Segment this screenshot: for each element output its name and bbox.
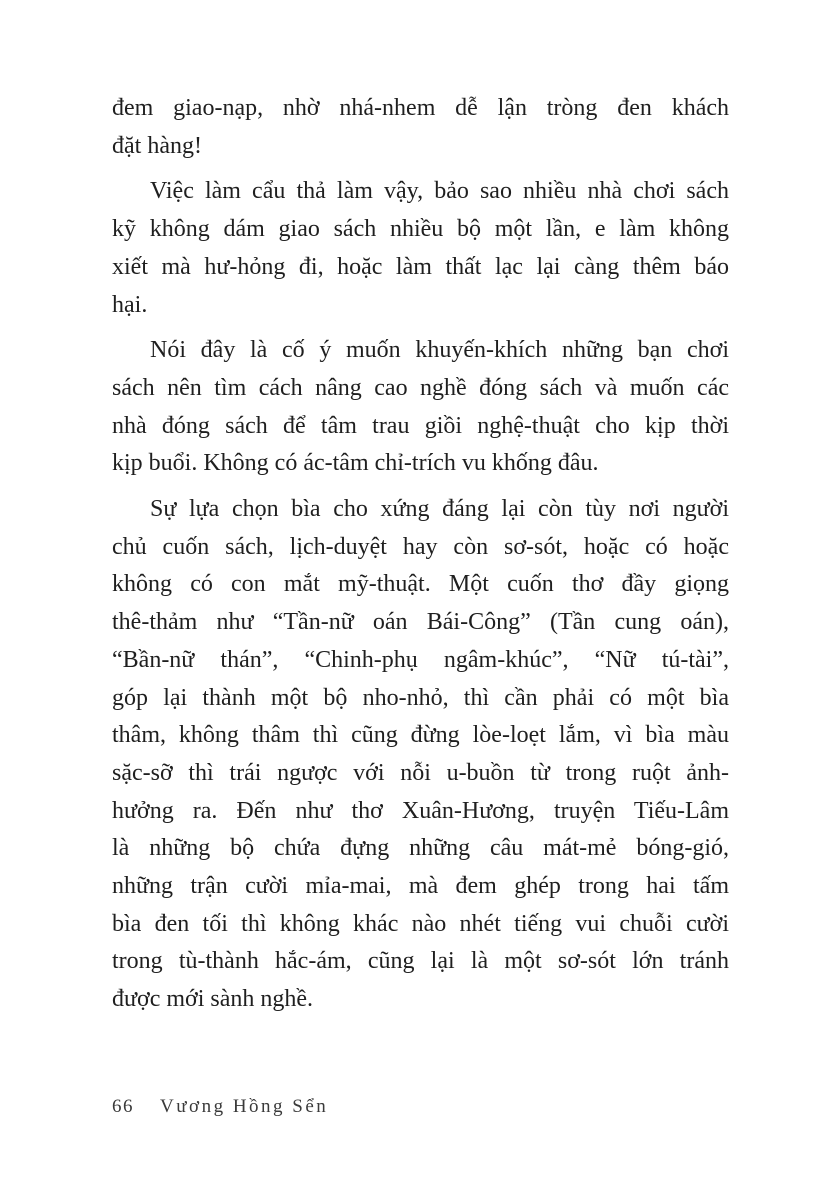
text-line: kỹ không dám giao sách nhiều bộ một lần, e làm không [112,216,729,243]
page-number: 66 [112,1096,134,1117]
text-line: nhà đóng sách để tâm trau giồi nghệ-thuật cho kịp thời [112,412,729,439]
text-line: kịp buổi. Không có ác-tâm chỉ-trích vu khống đâu. [112,450,599,477]
text-line: góp lại thành một bộ nho-nhỏ, thì cần phải có một bìa [112,684,729,711]
page-footer [112,1096,328,1118]
text-line: được mới sành nghề. [112,986,314,1013]
text-line: thâm, không thâm thì cũng đừng lòe-loẹt lắm, vì bìa màu [112,722,729,749]
text-line: đem giao-nạp, nhờ nhá-nhem dễ lận tròng đen khách [112,95,729,121]
text-line: trong tù-thành hắc-ám, cũng lại là một sơ-sót lớn tránh [112,948,729,975]
text-line: xiết mà hư-hỏng đi, hoặc làm thất lạc lại càng thêm báo [112,253,729,280]
paragraph [112,332,729,483]
text-line: thê-thảm như “Tần-nữ oán Bái-Công” (Tần cung oán), [112,609,729,636]
text-line: Việc làm cẩu thả làm vậy, bảo sao nhiều nhà chơi sách [150,178,729,205]
paragraph [112,173,729,324]
text-line: hưởng ra. Đến như thơ Xuân-Hương, truyện Tiếu-Lâm [112,797,729,824]
text-line: sách nên tìm cách nâng cao nghề đóng sách và muốn các [112,374,729,401]
text-line: hại. [112,291,148,318]
text-line: bìa đen tối thì không khác nào nhét tiếng vui chuỗi cười [112,910,729,937]
text-line: chủ cuốn sách, lịch-duyệt hay còn sơ-sót, hoặc có hoặc [112,533,729,560]
text-line: Sự lựa chọn bìa cho xứng đáng lại còn tùy nơi người [150,496,729,523]
text-line: “Bần-nữ thán”, “Chinh-phụ ngâm-khúc”, “Nữ tú-tài”, [112,646,729,673]
text-line: đặt hàng! [112,132,202,159]
text-line: những trận cười mỉa-mai, mà đem ghép trong hai tấm [112,873,729,900]
text-line: Nói đây là cố ý muốn khuyến-khích những bạn chơi [150,337,729,364]
author-name: Vương Hồng Sển [160,1096,329,1117]
text-block [112,90,729,1027]
text-line: không có con mắt mỹ-thuật. Một cuốn thơ đầy giọng [112,571,729,598]
paragraph [112,491,729,1019]
text-line: sặc-sỡ thì trái ngược với nỗi u-buồn từ trong ruột ảnh- [112,759,729,786]
text-line: là những bộ chứa đựng những câu mát-mẻ bóng-gió, [112,835,729,862]
paragraph [112,90,729,165]
